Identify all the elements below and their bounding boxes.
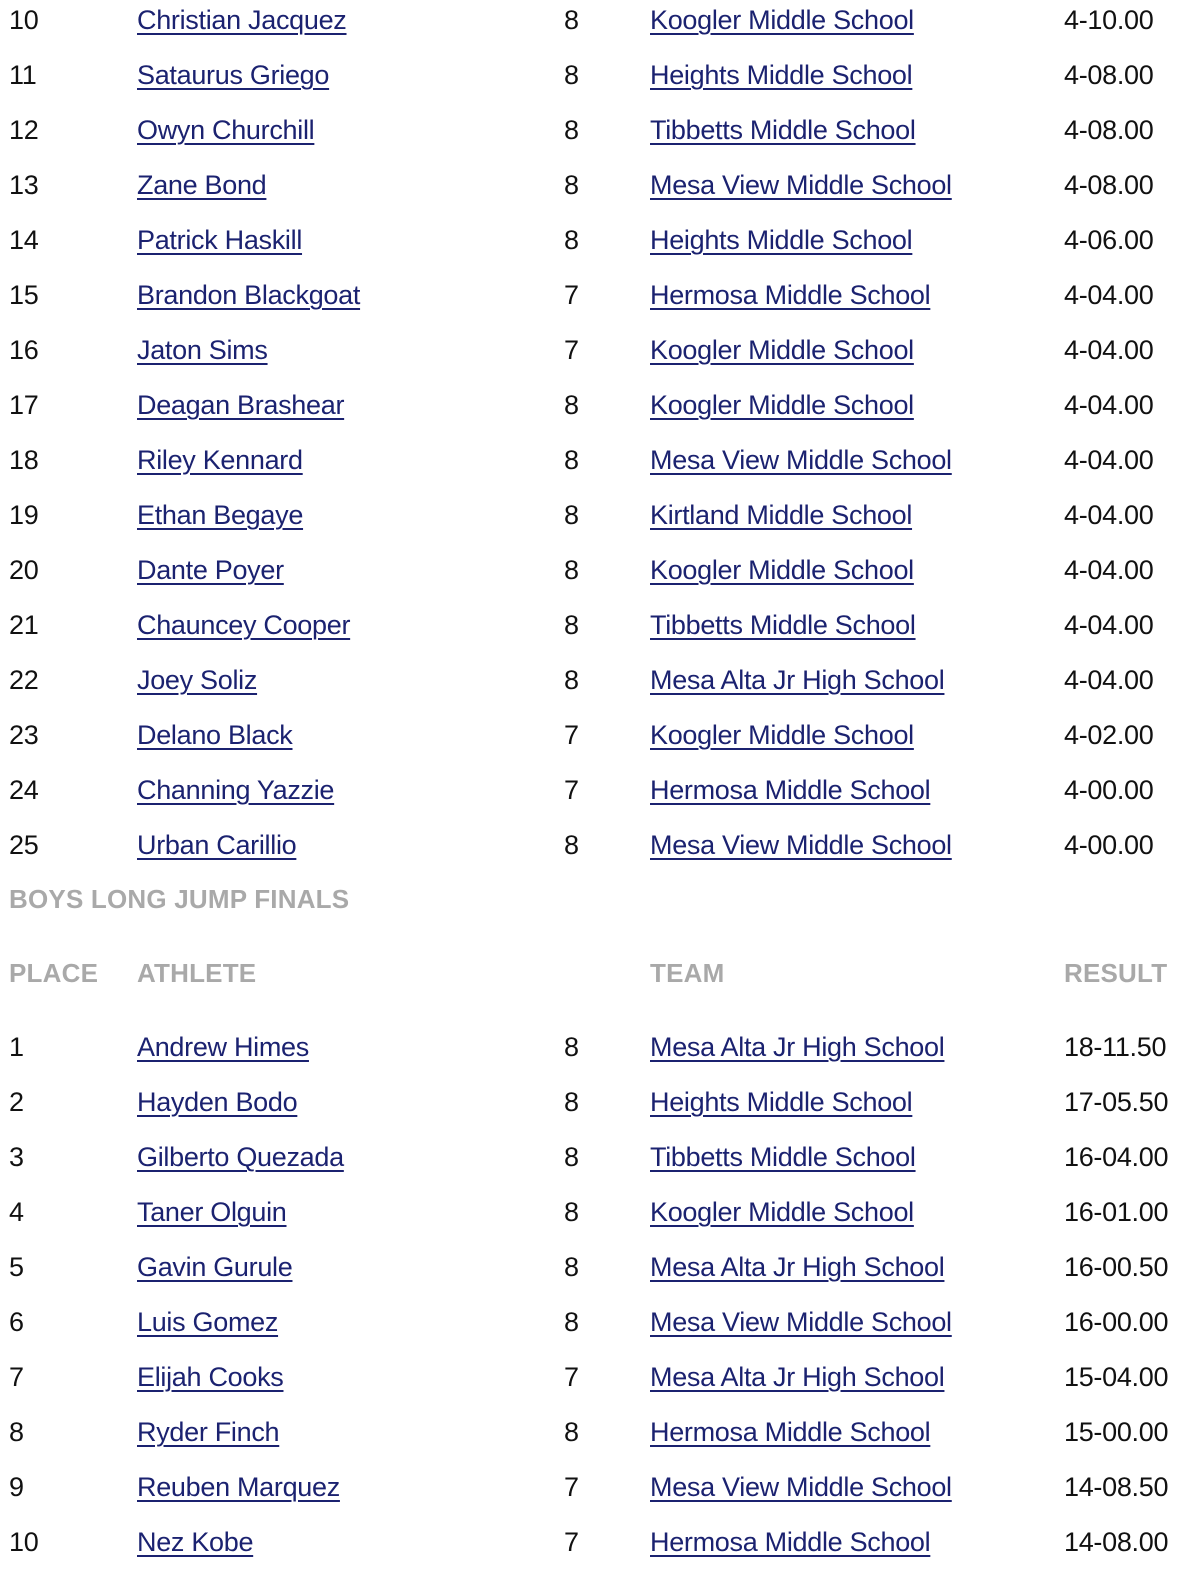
team-link[interactable]: Mesa View Middle School	[650, 1307, 952, 1337]
table-row	[0, 715, 1194, 770]
grade-cell: 8	[564, 225, 579, 255]
table-row	[0, 110, 1194, 165]
result-cell: 14-08.50	[1064, 1472, 1169, 1502]
table-row	[0, 1137, 1194, 1192]
result-cell: 4-00.00	[1064, 775, 1154, 805]
place-cell: 22	[9, 665, 39, 695]
team-link[interactable]: Heights Middle School	[650, 60, 913, 90]
event-title: BOYS LONG JUMP FINALS	[9, 884, 350, 914]
athlete-link[interactable]: Christian Jacquez	[137, 5, 347, 35]
grade-cell: 8	[564, 500, 579, 530]
athlete-link[interactable]: Joey Soliz	[137, 665, 258, 695]
team-link[interactable]: Mesa View Middle School	[650, 830, 952, 860]
result-cell: 16-01.00	[1064, 1197, 1169, 1227]
team-link[interactable]: Koogler Middle School	[650, 335, 914, 365]
result-cell: 4-04.00	[1064, 610, 1154, 640]
result-cell: 15-04.00	[1064, 1362, 1169, 1392]
result-cell: 14-08.00	[1064, 1527, 1169, 1557]
athlete-link[interactable]: Brandon Blackgoat	[137, 280, 361, 310]
header-athlete: ATHLETE	[137, 958, 257, 988]
team-link[interactable]: Hermosa Middle School	[650, 1527, 931, 1557]
grade-cell: 8	[564, 445, 579, 475]
team-link[interactable]: Koogler Middle School	[650, 720, 914, 750]
place-cell: 13	[9, 170, 39, 200]
result-cell: 18-11.50	[1064, 1032, 1167, 1062]
place-cell: 17	[9, 390, 39, 420]
place-cell: 1	[9, 1032, 24, 1062]
grade-cell: 8	[564, 60, 579, 90]
grade-cell: 7	[564, 1527, 579, 1557]
result-cell: 4-04.00	[1064, 280, 1154, 310]
place-cell: 10	[9, 1527, 39, 1557]
result-cell: 4-04.00	[1064, 665, 1154, 695]
place-cell: 24	[9, 775, 39, 805]
athlete-link[interactable]: Dante Poyer	[137, 555, 284, 585]
athlete-link[interactable]: Deagan Brashear	[137, 390, 345, 420]
table-row	[0, 385, 1194, 440]
team-link[interactable]: Tibbetts Middle School	[650, 610, 916, 640]
result-cell: 4-00.00	[1064, 830, 1154, 860]
table-row	[0, 440, 1194, 495]
table-row	[0, 1192, 1194, 1247]
team-link[interactable]: Koogler Middle School	[650, 5, 914, 35]
athlete-link[interactable]: Luis Gomez	[137, 1307, 279, 1337]
table-row	[0, 275, 1194, 330]
athlete-link[interactable]: Delano Black	[137, 720, 293, 750]
grade-cell: 8	[564, 390, 579, 420]
table-header	[0, 958, 1194, 998]
place-cell: 7	[9, 1362, 24, 1392]
athlete-link[interactable]: Zane Bond	[137, 170, 267, 200]
place-cell: 2	[9, 1087, 24, 1117]
athlete-link[interactable]: Andrew Himes	[137, 1032, 309, 1062]
athlete-link[interactable]: Taner Olguin	[137, 1197, 287, 1227]
athlete-link[interactable]: Jaton Sims	[137, 335, 268, 365]
table-row	[0, 1357, 1194, 1412]
grade-cell: 8	[564, 830, 579, 860]
team-link[interactable]: Hermosa Middle School	[650, 280, 931, 310]
table-row	[0, 1412, 1194, 1467]
team-link[interactable]: Mesa Alta Jr High School	[650, 1032, 945, 1062]
athlete-link[interactable]: Channing Yazzie	[137, 775, 335, 805]
table-row	[0, 605, 1194, 660]
place-cell: 21	[9, 610, 39, 640]
grade-cell: 8	[564, 1252, 579, 1282]
athlete-link[interactable]: Gavin Gurule	[137, 1252, 293, 1282]
header-result: RESULT	[1064, 958, 1168, 988]
table-row	[0, 495, 1194, 550]
team-link[interactable]: Heights Middle School	[650, 1087, 913, 1117]
athlete-link[interactable]: Patrick Haskill	[137, 225, 303, 255]
grade-cell: 8	[564, 1032, 579, 1062]
table-row	[0, 330, 1194, 385]
athlete-link[interactable]: Reuben Marquez	[137, 1472, 340, 1502]
team-link[interactable]: Mesa View Middle School	[650, 1472, 952, 1502]
athlete-link[interactable]: Nez Kobe	[137, 1527, 254, 1557]
grade-cell: 8	[564, 610, 579, 640]
team-link[interactable]: Tibbetts Middle School	[650, 115, 916, 145]
result-cell: 4-10.00	[1064, 5, 1154, 35]
result-cell: 4-02.00	[1064, 720, 1154, 750]
table-row	[0, 1302, 1194, 1357]
grade-cell: 8	[564, 665, 579, 695]
result-cell: 4-04.00	[1064, 390, 1154, 420]
place-cell: 8	[9, 1417, 24, 1447]
team-link[interactable]: Hermosa Middle School	[650, 1417, 931, 1447]
place-cell: 19	[9, 500, 39, 530]
team-link[interactable]: Tibbetts Middle School	[650, 1142, 916, 1172]
grade-cell: 8	[564, 5, 579, 35]
place-cell: 4	[9, 1197, 24, 1227]
team-link[interactable]: Kirtland Middle School	[650, 500, 913, 530]
place-cell: 3	[9, 1142, 24, 1172]
place-cell: 18	[9, 445, 39, 475]
athlete-link[interactable]: Riley Kennard	[137, 445, 303, 475]
result-cell: 16-00.00	[1064, 1307, 1169, 1337]
grade-cell: 7	[564, 1472, 579, 1502]
table-row	[0, 1082, 1194, 1137]
header-team: TEAM	[650, 958, 725, 988]
header-place: PLACE	[9, 958, 99, 988]
athlete-link[interactable]: Elijah Cooks	[137, 1362, 284, 1392]
athlete-link[interactable]: Ethan Begaye	[137, 500, 304, 530]
athlete-link[interactable]: Ryder Finch	[137, 1417, 280, 1447]
grade-cell: 7	[564, 775, 579, 805]
team-link[interactable]: Koogler Middle School	[650, 555, 914, 585]
result-cell: 4-08.00	[1064, 115, 1154, 145]
result-cell: 4-04.00	[1064, 445, 1154, 475]
result-cell: 16-00.50	[1064, 1252, 1169, 1282]
grade-cell: 7	[564, 1362, 579, 1392]
table-row	[0, 1522, 1194, 1577]
grade-cell: 8	[564, 115, 579, 145]
athlete-link[interactable]: Chauncey Cooper	[137, 610, 351, 640]
place-cell: 9	[9, 1472, 24, 1502]
table-row	[0, 55, 1194, 110]
result-cell: 4-04.00	[1064, 555, 1154, 585]
table-row	[0, 0, 1194, 55]
place-cell: 12	[9, 115, 39, 145]
athlete-link[interactable]: Owyn Churchill	[137, 115, 315, 145]
grade-cell: 8	[564, 1197, 579, 1227]
place-cell: 14	[9, 225, 39, 255]
team-link[interactable]: Koogler Middle School	[650, 390, 914, 420]
grade-cell: 8	[564, 1307, 579, 1337]
table-row	[0, 165, 1194, 220]
table-row	[0, 825, 1194, 880]
result-cell: 16-04.00	[1064, 1142, 1169, 1172]
team-link[interactable]: Mesa View Middle School	[650, 170, 952, 200]
result-cell: 4-06.00	[1064, 225, 1154, 255]
grade-cell: 8	[564, 1142, 579, 1172]
result-cell: 15-00.00	[1064, 1417, 1169, 1447]
grade-cell: 7	[564, 720, 579, 750]
place-cell: 11	[9, 60, 37, 90]
place-cell: 20	[9, 555, 39, 585]
place-cell: 6	[9, 1307, 24, 1337]
team-link[interactable]: Hermosa Middle School	[650, 775, 931, 805]
result-cell: 4-08.00	[1064, 60, 1154, 90]
place-cell: 25	[9, 830, 39, 860]
athlete-link[interactable]: Gilberto Quezada	[137, 1142, 344, 1172]
team-link[interactable]: Heights Middle School	[650, 225, 913, 255]
athlete-link[interactable]: Hayden Bodo	[137, 1087, 298, 1117]
place-cell: 23	[9, 720, 39, 750]
result-cell: 4-08.00	[1064, 170, 1154, 200]
team-link[interactable]: Mesa Alta Jr High School	[650, 1362, 945, 1392]
result-cell: 17-05.50	[1064, 1087, 1169, 1117]
athlete-link[interactable]: Sataurus Griego	[137, 60, 330, 90]
grade-cell: 7	[564, 335, 579, 365]
team-link[interactable]: Mesa Alta Jr High School	[650, 665, 945, 695]
table-row	[0, 1467, 1194, 1522]
place-cell: 10	[9, 5, 39, 35]
long-jump-results	[0, 1027, 1194, 1577]
table-row	[0, 550, 1194, 605]
table-row	[0, 1027, 1194, 1082]
result-cell: 4-04.00	[1064, 335, 1154, 365]
team-link[interactable]: Mesa View Middle School	[650, 445, 952, 475]
grade-cell: 8	[564, 170, 579, 200]
team-link[interactable]: Koogler Middle School	[650, 1197, 914, 1227]
athlete-link[interactable]: Urban Carillio	[137, 830, 297, 860]
table-row	[0, 770, 1194, 825]
table-row	[0, 220, 1194, 275]
grade-cell: 8	[564, 555, 579, 585]
place-cell: 5	[9, 1252, 24, 1282]
result-cell: 4-04.00	[1064, 500, 1154, 530]
place-cell: 15	[9, 280, 39, 310]
table-row	[0, 1247, 1194, 1302]
grade-cell: 8	[564, 1087, 579, 1117]
grade-cell: 8	[564, 1417, 579, 1447]
table-row	[0, 660, 1194, 715]
team-link[interactable]: Mesa Alta Jr High School	[650, 1252, 945, 1282]
place-cell: 16	[9, 335, 39, 365]
grade-cell: 7	[564, 280, 579, 310]
